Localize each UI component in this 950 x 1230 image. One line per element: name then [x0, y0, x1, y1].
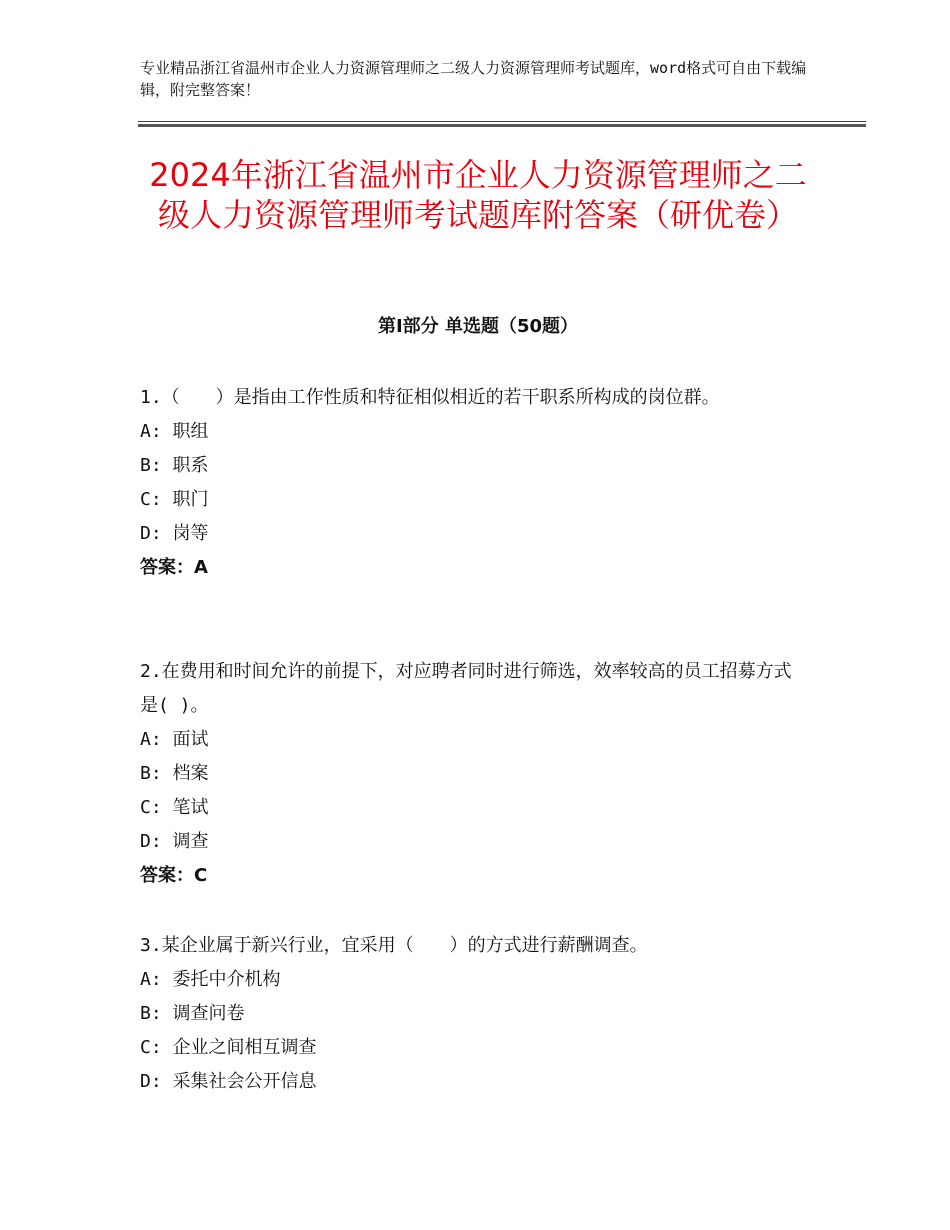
header-rule-thick: [138, 124, 866, 127]
section-title: 第Ⅰ部分 单选题（50题）: [377, 316, 578, 337]
question-1: [140, 381, 820, 585]
option-c: C: 企业之间相互调查: [140, 1037, 317, 1058]
question-3: [140, 929, 820, 1099]
option-b: B: 调查问卷: [140, 1003, 245, 1024]
question-2: [140, 655, 820, 893]
answer-line: 答案：A: [140, 557, 208, 578]
option-b: B: 职系: [140, 455, 209, 476]
question-text: 1.（ ）是指由工作性质和特征相似相近的若干职系所构成的岗位群。: [140, 387, 720, 408]
option-a: A: 委托中介机构: [140, 969, 281, 990]
option-c: C: 笔试: [140, 797, 209, 818]
option-d: D: 采集社会公开信息: [140, 1071, 317, 1092]
option-a: A: 职组: [140, 421, 209, 442]
option-d: D: 调查: [140, 831, 209, 852]
answer-line: 答案：C: [140, 865, 208, 886]
document-title: 2024年浙江省温州市企业人力资源管理师之二级人力资源管理师考试题库附答案（研优卷）: [149, 156, 807, 234]
header-note: 专业精品浙江省温州市企业人力资源管理师之二级人力资源管理师考试题库，word格式可自由下载编辑，附完整答案！: [140, 59, 807, 99]
question-text: 2.在费用和时间允许的前提下，对应聘者同时进行筛选，效率较高的员工招募方式是( )。: [140, 661, 792, 716]
option-b: B: 档案: [140, 763, 209, 784]
option-d: D: 岗等: [140, 523, 209, 544]
option-c: C: 职门: [140, 489, 209, 510]
option-a: A: 面试: [140, 729, 209, 750]
header-rule-thin: [138, 121, 866, 122]
question-text: 3.某企业属于新兴行业，宜采用（ ）的方式进行薪酬调查。: [140, 935, 648, 956]
